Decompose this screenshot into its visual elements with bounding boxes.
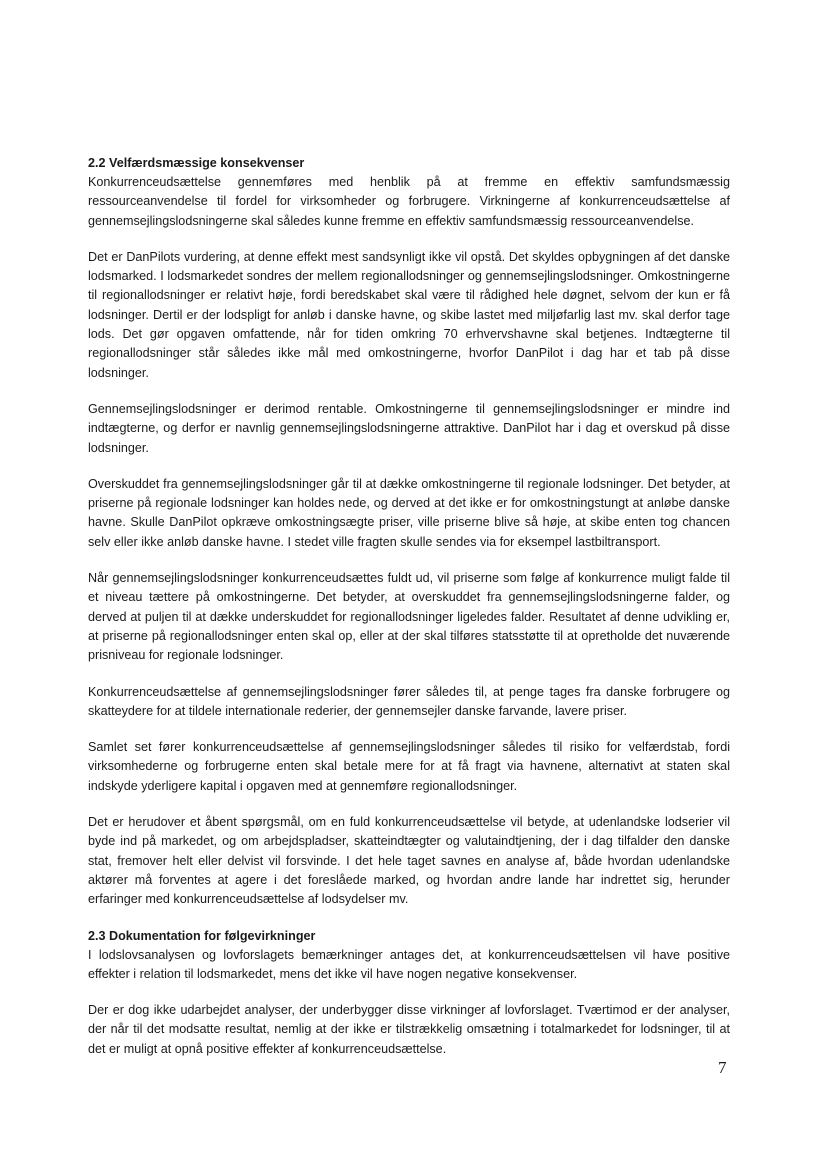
- section-heading: 2.3 Dokumentation for følgevirkninger: [88, 928, 316, 943]
- section-heading: 2.2 Velfærdsmæssige konsekvenser: [88, 156, 305, 170]
- paragraph: Det er herudover et åbent spørgsmål, om en fuld konkurrenceudsættelse vil betyde, at udenlandske lodserier vil byde ind på markedet, og om arbejdspladser, skatteindtægter og valutaindtjening, der i dag tilfalder den danske stat, fremover helt eller delvist vil forsvinde. I det hele taget savnes en analyse af, både hvordan udenlandske aktører må forventes at agere i det foreslåede marked, og hvordan andre lande har indrettet sig, herunder erfaringer med konkurrenceudsættelse af lodsydelser mv.: [88, 815, 730, 907]
- page-content: [88, 154, 730, 1076]
- section-welfare-consequences: [88, 154, 730, 910]
- page-number: 7: [718, 1058, 727, 1077]
- paragraph: Overskuddet fra gennemsejlingslodsninger går til at dække omkostningerne til regionale lodsninger. Det betyder, at priserne på regionale lodsninger kan holdes nede, og derved at det ikke er for omkostningstungt at anløbe danske havne. Skulle DanPilot opkræve omkostningsægte priser, ville priserne blive så høje, at skibe enten tog chancen selv eller ikke anløb danske havne. I stedet ville fragten skulle sendes via for eksempel lastbiltransport.: [88, 476, 730, 549]
- paragraph: Samlet set fører konkurrenceudsættelse af gennemsejlingslodsninger således til risiko for velfærdstab, fordi virksomhederne og forbrugerne enten skal betale mere for at få fragt via havnene, alternativt at staten skal indskyde yderligere kapital i opgaven med at gennemføre regionallodsninger.: [88, 740, 730, 793]
- paragraph: Konkurrenceudsættelse af gennemsejlingslodsninger fører således til, at penge tages fra danske forbrugere og skatteydere for at tildele internationale rederier, der gennemsejler danske farvande, lavere priser.: [88, 684, 730, 718]
- paragraph: Der er dog ikke udarbejdet analyser, der underbygger disse virkninger af lovforslaget. Tværtimod er der analyser, der når til det modsatte resultat, nemlig at der ikke er tilstrækkelig omsætning i totalmarkedet for lodsninger, til at det er muligt at opnå positive effekter af konkurrenceudsættelse.: [88, 1003, 730, 1056]
- paragraph: Det er DanPilots vurdering, at denne effekt mest sandsynligt ikke vil opstå. Det skyldes opbygningen af det danske lodsmarked. I lodsmarkedet sondres der mellem regionallodsninger og gennemsejlingslodsninger. Omkostningerne til regionallodsninger er relativt høje, fordi beredskabet skal være til rådighed hele døgnet, selvom der kun er få lodsninger. Dertil er der lodspligt for anløb i danske havne, og skibe lastet med miljøfarlig last mv. skal derfor tage lods. Det gør opgaven omfattende, når for tiden omkring 70 erhvervshavne skal betjenes. Indtægterne til regionallodsninger står således ikke mål med omkostningerne, hvorfor DanPilot i dag har et tab på disse lodsninger.: [88, 249, 730, 380]
- paragraph: Gennemsejlingslodsninger er derimod rentable. Omkostningerne til gennemsejlingslodsninger er mindre ind indtægterne, og derfor er navnlig gennemsejlingslodsningerne attraktive. DanPilot har i dag et overskud på disse lodsninger.: [88, 401, 730, 455]
- section-documentation-consequences: [88, 927, 730, 1059]
- paragraph: I lodslovsanalysen og lovforslagets bemærkninger antages det, at konkurrenceudsættelsen vil have positive effekter i relation til lodsmarkedet, mens det ikke vil have nogen negative konsekvenser.: [88, 947, 730, 981]
- paragraph: Når gennemsejlingslodsninger konkurrenceudsættes fuldt ud, vil priserne som følge af konkurrence muligt falde til et niveau tættere på omkostningerne. Det betyder, at overskuddet fra gennemsejlingslodsningerne falder, og derved at puljen til at dække underskuddet for regionallodsninger ligeledes falder. Resultatet af denne udvikling er, at priserne på regionallodsninger enten skal op, eller at der skal tilføres statsstøtte til at opretholde det nuværende prisniveau for regionale lodsninger.: [88, 571, 730, 663]
- paragraph: Konkurrenceudsættelse gennemføres med henblik på at fremme en effektiv samfundsmæssig ressourceanvendelse til fordel for virksomheder og forbrugere. Virkningerne af konkurrenceudsættelse af gennemsejlingslodsningerne skal således kunne fremme en effektiv samfundsmæssig ressourceanvendelse.: [88, 175, 730, 228]
